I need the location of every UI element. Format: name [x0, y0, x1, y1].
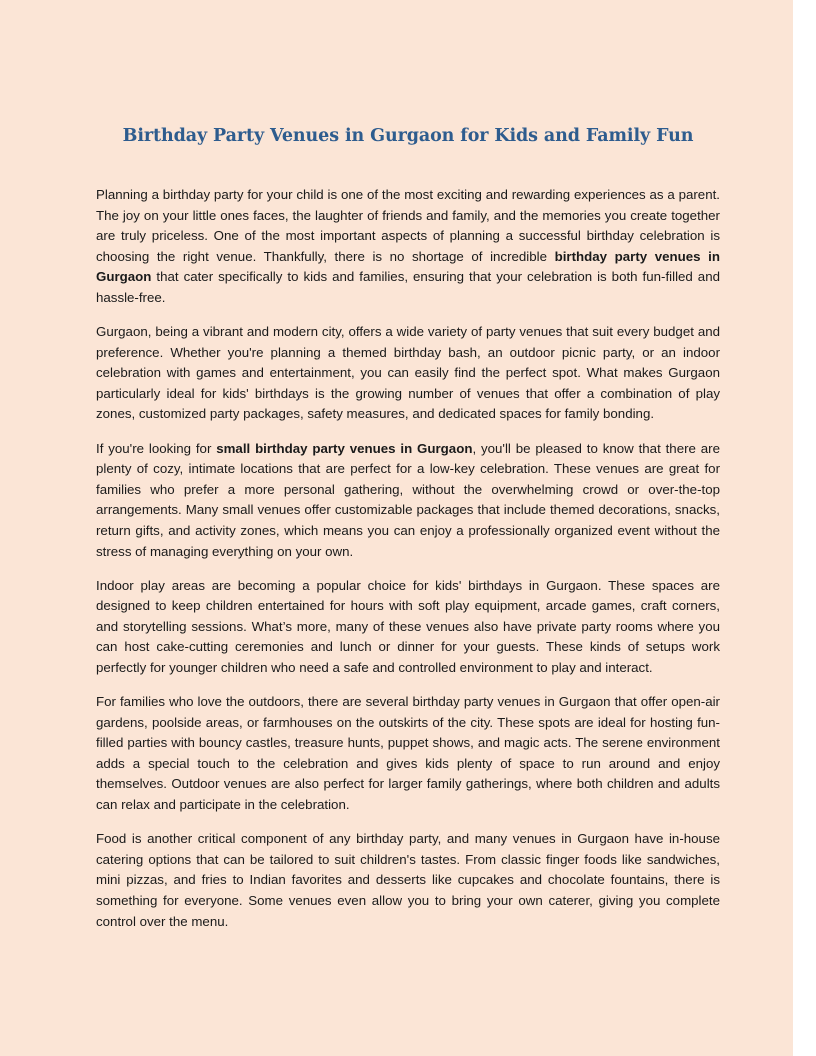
bold-keyword: birthday party venues in Gurgaon	[96, 248, 720, 285]
paragraph-food: Food is another critical component of any birthday party, and many venues in Gurgaon have in-house catering options that can be tailored to suit children's tastes. From classic finger foods like sandwiches, mini pizzas, and fries to Indian favorites and desserts like cupcakes and chocolate fountains, there is something for everyone. Some venues even allow you to bring your own caterer, giving you complete control over the menu.	[96, 831, 720, 929]
paragraph-gurgaon-overview: Gurgaon, being a vibrant and modern city, offers a wide variety of party venues that suit every budget and preference. Whether you're planning a themed birthday bash, an outdoor picnic party, or an indoor celebration with games and entertainment, you can easily find the perfect spot. What makes Gurgaon particularly ideal for kids' birthdays is the growing number of venues that offer a combination of play zones, customized party packages, safety measures, and dedicated spaces for family bonding.	[96, 324, 720, 422]
paragraph-text: If you're looking for	[96, 440, 217, 456]
paragraph-small-venues	[96, 439, 720, 563]
paragraph-text: , you'll be pleased to know that there are plenty of cozy, intimate locations that are perfect for a low-key celebration. These venues are great for families who prefer a more personal gathering, without the overwhelming crowd or over-the-top arrangements. Many small venues offer customizable packages that include themed decorations, snacks, return gifts, and activity zones, which means you can enjoy a professionally organized event without the stress of managing everything on your own.	[96, 440, 720, 559]
page-title: Birthday Party Venues in Gurgaon for Kids and Family Fun	[122, 126, 694, 146]
paragraph-text: Planning a birthday party for your child is one of the most exciting and rewarding experiences as a parent. The joy on your little ones faces, the laughter of friends and family, and the memories you create together are truly priceless. One of the most important aspects of planning a successful birthday celebration is choosing the right venue. Thankfully, there is no shortage of incredible	[96, 187, 720, 264]
document-body	[96, 185, 720, 946]
bold-keyword: small birthday party venues in Gurgaon	[216, 440, 473, 456]
paragraph-outdoor-venues: For families who love the outdoors, there are several birthday party venues in Gurgaon that offer open-air gardens, poolside areas, or farmhouses on the outskirts of the city. These spots are ideal for hosting fun-filled parties with bouncy castles, treasure hunts, puppet shows, and magic acts. The serene environment adds a special touch to the celebration and gives kids plenty of space to run around and enjoy themselves. Outdoor venues are also perfect for larger family gatherings, where both children and adults can relax and participate in the celebration.	[96, 694, 720, 813]
paragraph-text: that cater specifically to kids and families, ensuring that your celebration is both fun-filled and hassle-free.	[96, 269, 720, 305]
paragraph-indoor-play: Indoor play areas are becoming a popular choice for kids' birthdays in Gurgaon. These spaces are designed to keep children entertained for hours with soft play equipment, arcade games, craft corners, and storytelling sessions. What’s more, many of these venues also have private party rooms where you can host cake-cutting ceremonies and lunch or dinner for your guests. These kinds of setups work perfectly for younger children who need a safe and controlled environment to play and interact.	[96, 577, 720, 675]
page-edge-margin	[793, 0, 816, 1056]
paragraph-intro	[96, 185, 720, 309]
